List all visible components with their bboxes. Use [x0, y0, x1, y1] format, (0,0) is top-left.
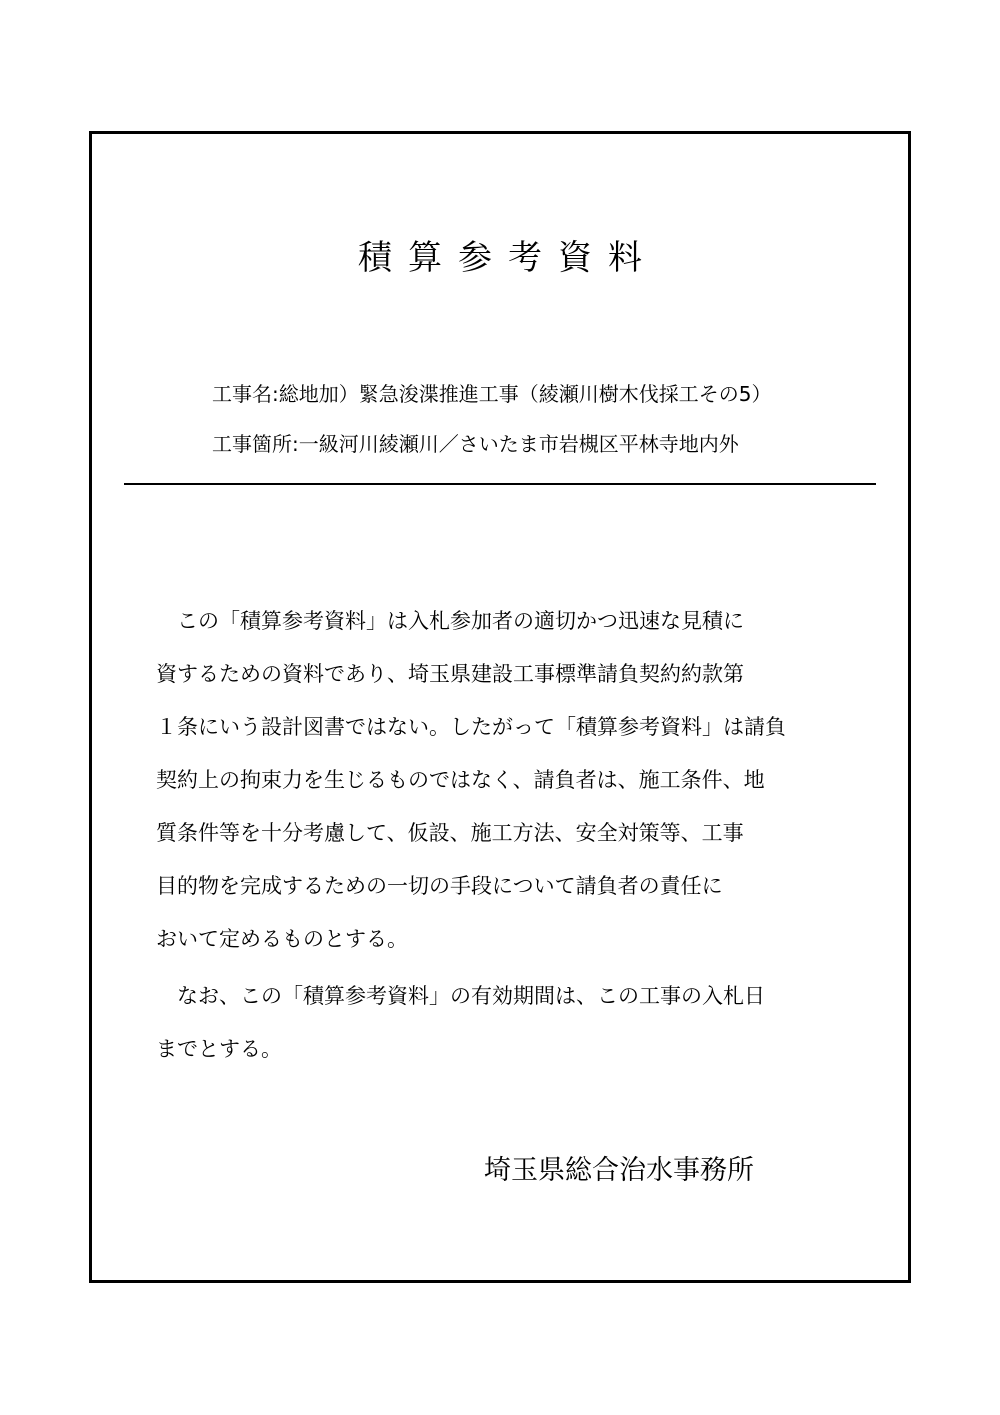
construction-place-line [212, 430, 739, 458]
notice-line: なお、この「積算参考資料」の有効期間は、この工事の入札日 [156, 984, 765, 1008]
notice-line: この「積算参考資料」は入札参加者の適切かつ迅速な見積に [156, 609, 744, 633]
construction-name-line [212, 380, 771, 408]
notice-line: までとする。 [156, 1037, 282, 1061]
construction-name-separator: : [272, 382, 279, 406]
construction-name-value: 総地加）緊急浚渫推進工事（綾瀬川樹木伐採工その5） [278, 382, 772, 406]
notice-line: 質条件等を十分考慮して、仮設、施工方法、安全対策等、工事 [156, 821, 744, 845]
construction-name-label: 工事名 [212, 382, 272, 406]
construction-place-separator: : [292, 432, 299, 456]
document-title: 積算参考資料 [358, 238, 658, 278]
construction-place-label: 工事箇所 [212, 432, 292, 456]
notice-line: 目的物を完成するための一切の手段について請負者の責任に [156, 874, 723, 898]
notice-line: １条にいう設計図書ではない。したがって「積算参考資料」は請負 [156, 715, 786, 739]
notice-line: 資するための資料であり、埼玉県建設工事標準請負契約約款第 [156, 662, 744, 686]
construction-place-value: 一級河川綾瀬川／さいたま市岩槻区平林寺地内外 [298, 432, 739, 456]
issuer-signature: 埼玉県総合治水事務所 [484, 1155, 754, 1186]
document-border [89, 131, 911, 1283]
notice-line: 契約上の拘束力を生じるものではなく、請負者は、施工条件、地 [156, 768, 765, 792]
header-divider [124, 483, 876, 485]
notice-line: おいて定めるものとする。 [156, 927, 408, 951]
